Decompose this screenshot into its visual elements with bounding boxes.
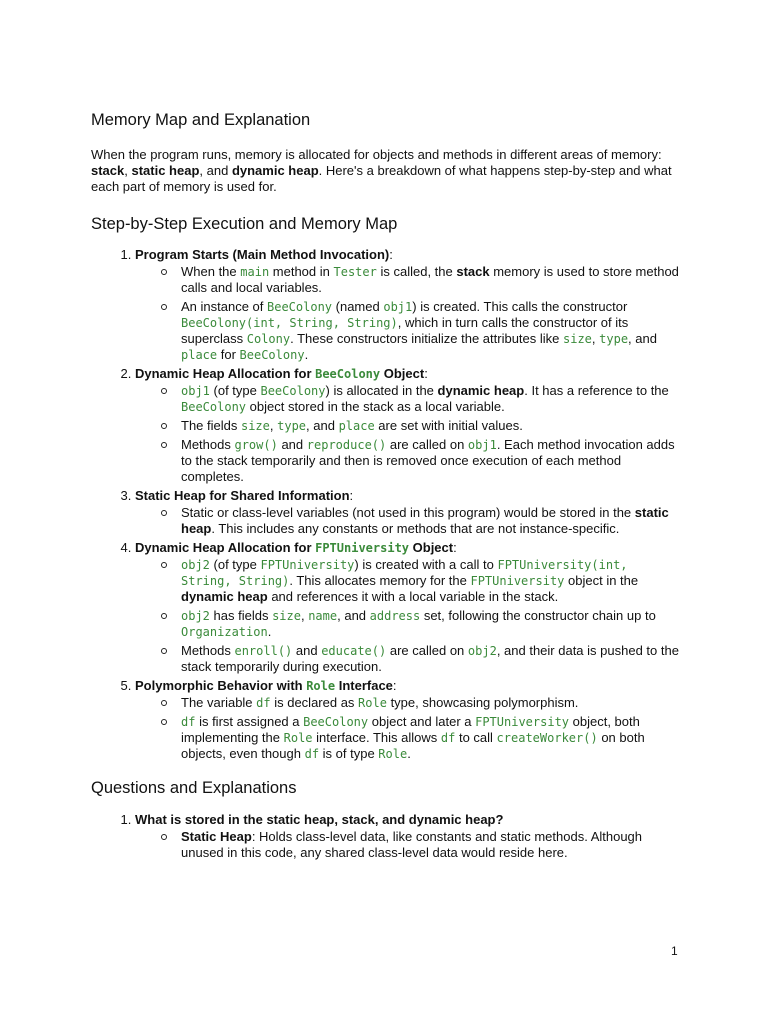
bold-static-heap: static heap bbox=[131, 163, 200, 178]
step-heading bbox=[135, 540, 453, 555]
text: for bbox=[217, 347, 240, 362]
text: . Here's a breakdown of what happens step-by-step and what each part of memory is used for. bbox=[91, 163, 672, 194]
heading-memory-map: Memory Map and Explanation bbox=[91, 111, 311, 129]
text: Object bbox=[380, 366, 425, 381]
text: , and their data is pushed to the stack temporarily during execution. bbox=[181, 643, 679, 674]
text: Dynamic Heap Allocation for bbox=[135, 366, 316, 381]
step-item-2 bbox=[135, 366, 681, 485]
text: , and bbox=[337, 608, 370, 623]
bullet-item bbox=[181, 829, 681, 861]
text: on both objects, even though bbox=[181, 730, 645, 761]
step-heading bbox=[135, 366, 424, 381]
bullet-item bbox=[181, 557, 681, 605]
code-text: Colony bbox=[246, 332, 291, 346]
code-text: obj1 bbox=[467, 438, 497, 452]
text: . This allocates memory for the bbox=[289, 573, 471, 588]
bullet-item bbox=[181, 437, 681, 485]
code-text: BeeColony bbox=[260, 384, 326, 398]
question-item-1 bbox=[135, 812, 681, 861]
bullet-item bbox=[181, 608, 681, 640]
code-text: obj2 bbox=[181, 609, 210, 623]
text: : bbox=[424, 366, 428, 381]
bullet-item bbox=[181, 505, 681, 537]
code-text: reproduce() bbox=[306, 438, 387, 452]
bullet-item bbox=[181, 264, 681, 296]
text: Methods bbox=[181, 437, 235, 452]
code-text: createWorker() bbox=[496, 731, 598, 745]
bold-text: dynamic heap bbox=[437, 383, 525, 398]
text: : bbox=[349, 488, 354, 503]
text: memory is used to store method calls and local variables. bbox=[181, 264, 679, 295]
text: Dynamic Heap Allocation for bbox=[135, 540, 316, 555]
step-heading bbox=[135, 678, 393, 693]
text: has fields bbox=[209, 608, 273, 623]
code-text: name bbox=[308, 609, 338, 623]
code-text: BeeColony(int, String, String) bbox=[181, 316, 398, 330]
code-text: FPTUniversity bbox=[315, 541, 410, 555]
bold-text: static heap bbox=[181, 505, 669, 536]
code-text: Role bbox=[283, 731, 313, 745]
text: ) is allocated in the bbox=[325, 383, 438, 398]
code-text: address bbox=[369, 609, 421, 623]
text: , bbox=[300, 608, 309, 623]
text: : bbox=[453, 540, 457, 555]
bold-text: Static Heap bbox=[181, 829, 252, 844]
code-text: enroll() bbox=[234, 644, 293, 658]
text: An instance of bbox=[181, 299, 267, 314]
step-bullets bbox=[135, 264, 681, 363]
code-text: FPTUniversity(int, String, String) bbox=[181, 558, 628, 588]
code-text: obj2 bbox=[181, 558, 210, 572]
document-page bbox=[91, 110, 681, 864]
code-text: size bbox=[563, 332, 592, 346]
code-text: educate() bbox=[321, 644, 387, 658]
bold-dynamic-heap: dynamic heap bbox=[231, 163, 319, 178]
text: . bbox=[304, 347, 309, 362]
code-text: place bbox=[338, 419, 375, 433]
text: and bbox=[292, 643, 322, 658]
code-text: BeeColony bbox=[303, 715, 369, 729]
code-text: BeeColony bbox=[239, 348, 305, 362]
step-item-3 bbox=[135, 488, 681, 537]
text: . This includes any constants or methods that are not instance-specific. bbox=[211, 521, 620, 536]
text: ) is created. This calls the constructor bbox=[412, 299, 628, 314]
code-text: FPTUniversity bbox=[260, 558, 355, 572]
step-bullets bbox=[135, 695, 681, 762]
code-text: size bbox=[272, 609, 301, 623]
text: is declared as bbox=[270, 695, 359, 710]
code-text: df bbox=[256, 696, 271, 710]
heading-questions: Questions and Explanations bbox=[91, 779, 297, 797]
text: to call bbox=[455, 730, 497, 745]
text: are called on bbox=[386, 437, 468, 452]
text: object in the bbox=[564, 573, 639, 588]
bold-text: stack bbox=[456, 264, 490, 279]
text: The fields bbox=[181, 418, 241, 433]
code-text: type bbox=[599, 332, 629, 346]
bold-stack: stack bbox=[91, 163, 125, 178]
text: (of type bbox=[209, 383, 261, 398]
text: : bbox=[392, 678, 397, 693]
code-text: grow() bbox=[234, 438, 278, 452]
step-item-4 bbox=[135, 540, 681, 675]
question-bullets bbox=[135, 829, 681, 861]
text: and bbox=[277, 437, 307, 452]
code-text: FPTUniversity bbox=[470, 574, 565, 588]
code-text: df bbox=[304, 747, 320, 761]
text: (named bbox=[332, 299, 384, 314]
heading-step-by-step: Step-by-Step Execution and Memory Map bbox=[91, 215, 398, 233]
text: Object bbox=[409, 540, 454, 555]
code-text: BeeColony bbox=[267, 300, 333, 314]
step-heading: Program Starts (Main Method Invocation) bbox=[135, 247, 390, 262]
text: set, following the constructor chain up to bbox=[420, 608, 656, 623]
page-number: 1 bbox=[671, 944, 678, 958]
step-bullets bbox=[135, 383, 681, 485]
text: Polymorphic Behavior with bbox=[135, 678, 307, 693]
text: object stored in the stack as a local variable. bbox=[246, 399, 505, 414]
text: The variable bbox=[181, 695, 257, 710]
code-text: BeeColony bbox=[181, 400, 247, 414]
text: When the bbox=[181, 264, 241, 279]
text: , and bbox=[628, 331, 657, 346]
text: , bbox=[269, 418, 278, 433]
text: : Holds class-level data, like constants and static methods. Although unused in this code, any shared class-level data would reside here. bbox=[181, 829, 643, 860]
text: object, both implementing the bbox=[181, 714, 640, 745]
text: . bbox=[267, 624, 272, 639]
text: , and bbox=[306, 418, 339, 433]
step-item-5 bbox=[135, 678, 681, 762]
code-text: obj1 bbox=[181, 384, 210, 398]
text: interface. This allows bbox=[312, 730, 441, 745]
text: are called on bbox=[386, 643, 468, 658]
code-text: Organization bbox=[181, 625, 268, 639]
code-text: main bbox=[240, 265, 270, 279]
bullet-item bbox=[181, 299, 681, 363]
text: , bbox=[591, 331, 600, 346]
bullet-item bbox=[181, 383, 681, 415]
code-text: obj1 bbox=[383, 300, 413, 314]
text: Static or class-level variables (not used in this program) would be stored in the bbox=[181, 505, 635, 520]
step-bullets bbox=[135, 505, 681, 537]
text: , bbox=[124, 163, 132, 178]
text: object and later a bbox=[368, 714, 476, 729]
text: When the program runs, memory is allocated for objects and methods in different areas of memory: bbox=[91, 147, 662, 162]
bullet-item bbox=[181, 714, 681, 762]
question-heading: What is stored in the static heap, stack, and dynamic heap? bbox=[135, 812, 504, 827]
text: is called, the bbox=[376, 264, 457, 279]
text: . Each method invocation adds to the stack temporarily and then is removed once execution of each method completes. bbox=[181, 437, 675, 484]
text: . It has a reference to the bbox=[524, 383, 669, 398]
bullet-item bbox=[181, 418, 681, 434]
text: is first assigned a bbox=[195, 714, 304, 729]
text: , which in turn calls the constructor of its superclass bbox=[181, 315, 629, 346]
text: method in bbox=[269, 264, 334, 279]
questions-list bbox=[91, 812, 681, 861]
text: (of type bbox=[209, 557, 261, 572]
code-text: df bbox=[440, 731, 456, 745]
code-text: Role bbox=[358, 696, 387, 710]
text: . bbox=[407, 746, 411, 761]
code-text: BeeColony bbox=[315, 367, 381, 381]
code-text: type bbox=[277, 419, 307, 433]
code-text: size bbox=[240, 419, 270, 433]
text: , and bbox=[199, 163, 232, 178]
bullet-item bbox=[181, 643, 681, 675]
text: and references it with a local variable in the stack. bbox=[267, 589, 559, 604]
text: . These constructors initialize the attributes like bbox=[290, 331, 563, 346]
text: ) is created with a call to bbox=[354, 557, 498, 572]
code-text: Role bbox=[306, 679, 336, 693]
text: type, showcasing polymorphism. bbox=[386, 695, 579, 710]
code-text: Tester bbox=[333, 265, 377, 279]
steps-list bbox=[91, 247, 681, 762]
text: is of type bbox=[319, 746, 379, 761]
text: : bbox=[389, 247, 393, 262]
code-text: FPTUniversity bbox=[475, 715, 570, 729]
step-heading: Static Heap for Shared Information bbox=[135, 488, 350, 503]
text: Interface bbox=[335, 678, 393, 693]
code-text: obj2 bbox=[467, 644, 497, 658]
code-text: df bbox=[181, 715, 196, 729]
code-text: Role bbox=[378, 747, 408, 761]
intro-paragraph bbox=[91, 147, 681, 195]
bold-text: dynamic heap bbox=[181, 589, 268, 604]
bullet-item bbox=[181, 695, 681, 711]
code-text: place bbox=[181, 348, 218, 362]
text: are set with initial values. bbox=[374, 418, 523, 433]
step-item-1 bbox=[135, 247, 681, 363]
step-bullets bbox=[135, 557, 681, 675]
text: Methods bbox=[181, 643, 235, 658]
